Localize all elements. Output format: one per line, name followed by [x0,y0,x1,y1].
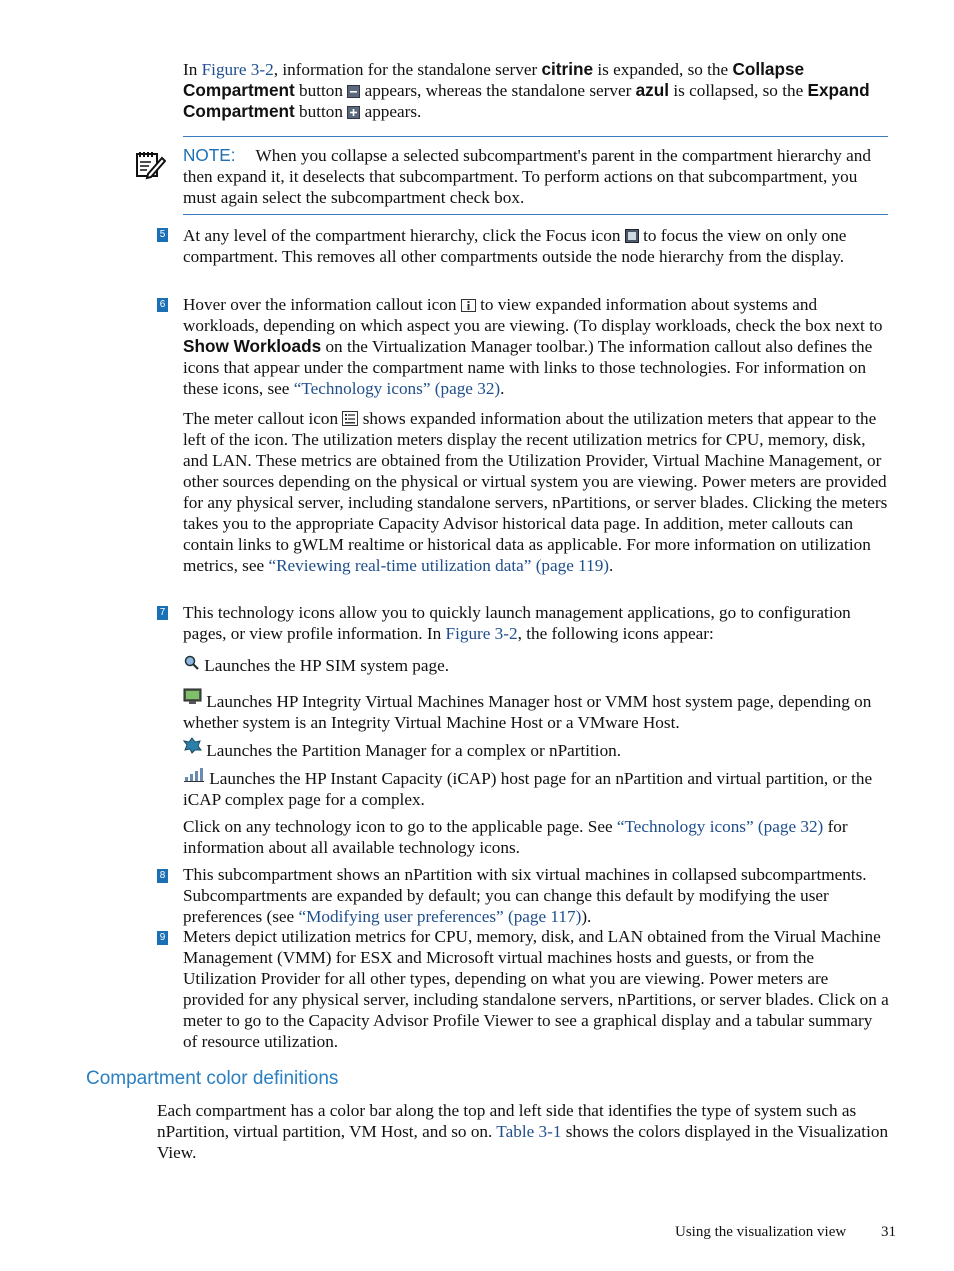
step-number-6: 6 [157,298,168,312]
text: Launches the Partition Manager for a complex or nPartition. [206,741,622,760]
step-7-footer-paragraph [183,816,889,858]
text: button [294,102,348,121]
collapse-compartment-icon [347,85,360,98]
tech-icon-hp-sim [183,655,889,676]
section-heading: Compartment color definitions [86,1068,339,1089]
figure-3-2-link[interactable]: Figure 3-2 [445,624,518,643]
vmm-host-icon [183,688,202,705]
step-number-7: 7 [157,606,168,620]
step-7 [183,602,889,644]
footer-title: Using the visualization view [675,1224,847,1240]
text: is collapsed, so the [669,81,808,100]
focus-icon [625,229,639,243]
step-number-5: 5 [157,228,168,242]
show-workloads-label: Show Workloads [183,336,322,356]
step-5 [183,225,889,267]
reviewing-utilization-link[interactable]: “Reviewing real-time utilization data” (page 119) [268,556,610,575]
expand-compartment-label: Expand Compartment [183,80,870,121]
text: In [183,60,202,79]
text: Launches HP Integrity Virtual Machines Manager host or VMM host system page, depending on whether system is an Integrity Virtual Machine Host or a VMware Host. [183,692,872,732]
text: This subcompartment shows an nPartition with six virtual machines in collapsed subcompartments. Subcompartments are expanded by default; you can change this default by modifying the user preferences (see [183,865,867,926]
information-callout-icon [461,299,476,312]
technology-icons-link[interactable]: “Technology icons” (page 32) [293,379,501,398]
step-6-meter-paragraph [183,408,889,576]
text: . [500,379,505,398]
text: to focus the view on only one compartment. This removes all other compartments outside the node hierarchy from the display. [183,226,847,266]
text: The meter callout icon [183,409,343,428]
text: This technology icons allow you to quickly launch management applications, go to configuration pages, or view profile information. In [183,603,851,643]
text: for information about all available technology icons. [183,817,848,857]
collapse-compartment-label: Collapse Compartment [183,59,805,100]
text: button [294,81,348,100]
section-paragraph [157,1100,889,1163]
note-icon [134,148,166,180]
step-number-9: 9 [157,931,168,945]
step-8 [183,864,889,927]
figure-3-2-link[interactable]: Figure 3-2 [201,60,274,79]
modifying-user-preferences-link[interactable]: “Modifying user preferences” (page 117) [298,907,582,926]
server-name-azul: azul [635,80,670,100]
text: Each compartment has a color bar along the top and left side that identifies the type of system such as nPartition, virtual partition, VM Host, and so on. [157,1101,857,1141]
hp-sim-icon [183,655,200,671]
tech-icon-icap [183,767,889,810]
text: shows the colors displayed in the Visualization View. [157,1122,889,1162]
intro-paragraph [183,59,889,122]
text: Click on any technology icon to go to the applicable page. See [183,817,617,836]
text: , information for the standalone server [273,60,542,79]
text: Hover over the information callout icon [183,295,461,314]
note-top-rule [183,136,888,137]
technology-icons-link[interactable]: “Technology icons” (page 32) [616,817,824,836]
server-name-citrine: citrine [541,59,594,79]
text: Launches the HP Instant Capacity (iCAP) host page for an nPartition and virtual partition, or the iCAP complex page for a complex. [183,769,873,809]
note-bottom-rule [183,214,888,215]
step-number-8: 8 [157,869,168,883]
partition-manager-icon [183,737,202,754]
note-text: When you collapse a selected subcompartment's parent in the compartment hierarchy and then expand it, it deselects that subcompartment. To perform actions on that subcompartment, you must again select the subcompartment check box. [183,146,871,207]
meter-callout-icon [342,411,358,426]
page-number: 31 [881,1224,896,1240]
step-6 [183,294,889,399]
text: ). [581,907,592,926]
text: appears, whereas the standalone server [360,81,636,100]
step-9-text: Meters depict utilization metrics for CPU, memory, disk, and LAN obtained from the Virual Machine Management (VMM) for ESX and Microsoft virtual machines hosts and guests, or from the Utilization Provider for all other types, depending on what you are viewing. Power meters are provided for any physical server, including standalone servers, nPartitions, or server blades. Click on a meter to go to the Capacity Advisor Profile Viewer to see a graphical display and a tabular summary of resource utilization. [183,927,889,1051]
text: on the Virtualization Manager toolbar.) The information callout also defines the icons that appear under the compartment name with links to those technologies. For information on these icons, see [183,337,873,398]
note-label: NOTE: [183,145,236,165]
text: At any level of the compartment hierarchy, click the Focus icon [183,226,625,245]
table-3-1-link[interactable]: Table 3-1 [496,1122,562,1141]
text: to view expanded information about systems and workloads, depending on which aspect you are viewing. (To display workloads, check the box next to [183,295,883,335]
text: , the following icons appear: [517,624,714,643]
text: shows expanded information about the utilization meters that appear to the left of the icon. The utilization meters display the recent utilization metrics for CPU, memory, disk, and LAN. These metrics are obtained from the Utilization Provider, Virtual Machine Management, or other sources depending on the physical or virtual system you are viewing. Power meters are provided for any physical server, including standalone servers, nPartitions, or server blades. Clicking the meters takes you to the appropriate Capacity Advisor historical data page. In addition, meter callouts can contain links to gWLM realtime or historical data as applicable. For more information on utilization metrics, see [183,409,888,575]
note-box [183,145,889,208]
step-9 [183,926,889,1052]
expand-compartment-icon [347,106,360,119]
tech-icon-partition-manager [183,737,889,761]
tech-icon-vmm [183,688,889,733]
text: . [609,556,614,575]
text: appears. [360,102,422,121]
icap-icon [183,767,205,782]
text: Launches the HP SIM system page. [204,656,450,675]
text: is expanded, so the [593,60,733,79]
